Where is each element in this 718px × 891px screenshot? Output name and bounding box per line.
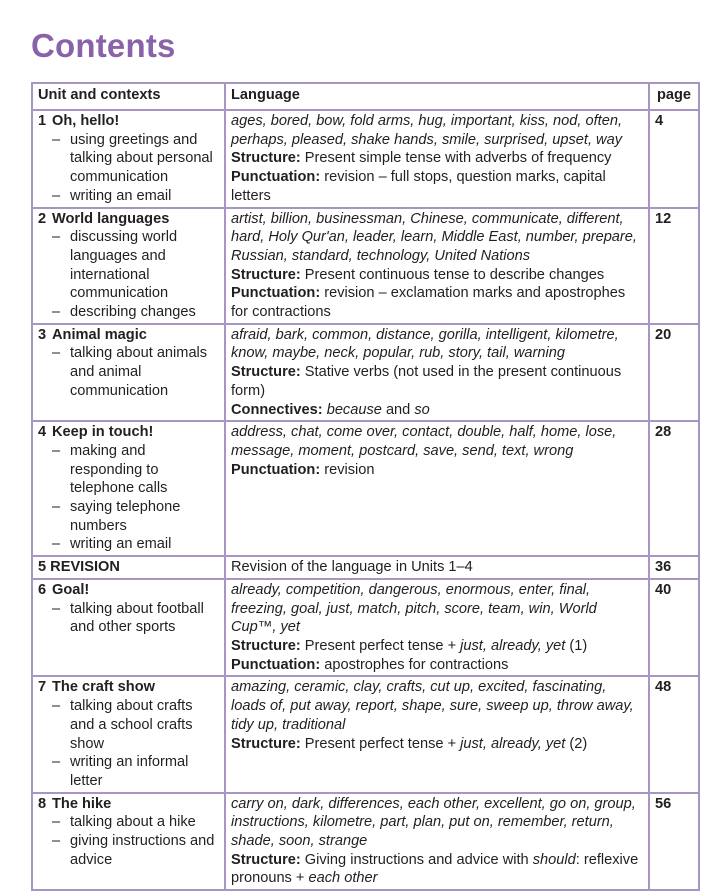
context-text: describing changes — [70, 304, 196, 321]
punctuation-label: Punctuation: — [231, 656, 321, 673]
structure-label: Structure: — [231, 735, 301, 752]
context-item: – writing an informal letter — [38, 753, 220, 790]
context-text: talking about animals and animal communication — [70, 345, 208, 399]
unit-title — [38, 581, 220, 600]
page-number: 28 — [649, 421, 699, 556]
table-row — [32, 676, 699, 792]
table-row — [32, 324, 699, 422]
unit-cell — [32, 793, 225, 891]
structure-text-end: (2) — [565, 735, 588, 752]
structure-label: Structure: — [231, 150, 301, 167]
context-text: writing an email — [70, 187, 172, 204]
unit-number: 4 — [38, 424, 47, 441]
punctuation-line — [231, 656, 644, 675]
language-cell — [225, 421, 649, 556]
context-item: – talking about football and other sports — [38, 600, 220, 637]
unit-cell — [32, 556, 225, 579]
structure-italic-2: each other — [308, 870, 378, 887]
unit-title — [38, 795, 220, 814]
punctuation-text: apostrophes for contractions — [320, 656, 509, 673]
punctuation-label: Punctuation: — [231, 169, 321, 186]
unit-title — [38, 112, 220, 131]
structure-label: Structure: — [231, 637, 301, 654]
connectives-line — [231, 401, 644, 420]
unit-number: 8 — [38, 795, 47, 812]
punctuation-line — [231, 168, 644, 205]
unit-number: 3 — [38, 326, 47, 343]
table-header-row — [32, 83, 699, 110]
unit-cell — [32, 421, 225, 556]
language-cell — [225, 110, 649, 208]
table-row — [32, 421, 699, 556]
language-cell — [225, 579, 649, 677]
context-item: – talking about animals and animal communication — [38, 344, 220, 400]
punctuation-label: Punctuation: — [231, 285, 321, 302]
context-item: – making and responding to telephone calls — [38, 442, 220, 498]
language-column-header: Language — [225, 83, 649, 110]
contents-table — [31, 82, 700, 891]
unit-name: Oh, hello! — [52, 113, 120, 129]
structure-text-mid: : reflexive pronouns + — [231, 851, 639, 887]
context-item: – giving instructions and advice — [38, 832, 220, 869]
structure-italic: just, already, yet — [460, 637, 566, 654]
context-text: using greetings and talking about personal communication — [70, 131, 213, 186]
table-row — [32, 556, 699, 579]
structure-line — [231, 363, 644, 400]
unit-name: 5 REVISION — [38, 559, 120, 576]
structure-text: Stative verbs (not used in the present continuous form) — [231, 364, 622, 399]
context-text: talking about crafts and a school crafts show — [70, 698, 193, 752]
connective-word: so — [414, 401, 430, 418]
context-text: talking about football and other sports — [70, 600, 204, 636]
structure-line — [231, 851, 644, 888]
unit-cell — [32, 208, 225, 324]
page-number: 20 — [649, 324, 699, 422]
unit-number: 7 — [38, 679, 47, 696]
page-number: 56 — [649, 793, 699, 891]
context-text: writing an email — [70, 536, 172, 553]
vocabulary-list: carry on, dark, differences, each other, excellent, go on, group, instructions, kilometre, part, plan, put on, remember, return, shade, soon, strange — [231, 795, 636, 850]
structure-line — [231, 735, 644, 754]
unit-cell — [32, 676, 225, 792]
table-row — [32, 110, 699, 208]
structure-italic: just, already, yet — [460, 735, 566, 752]
structure-text: Present perfect tense + — [300, 735, 461, 752]
structure-text: Present continuous tense to describe changes — [300, 266, 605, 283]
vocabulary-list: address, chat, come over, contact, double, half, home, lose, message, moment, postcard, save, send, text, wrong — [231, 424, 617, 459]
connective-word: because — [326, 401, 382, 418]
context-item: – discussing world languages and international communication — [38, 228, 220, 303]
vocabulary-list: already, competition, dangerous, enormous, enter, final, freezing, goal, just, match, pitch, score, team, win, World Cup™, yet — [231, 581, 597, 636]
page-number: 12 — [649, 208, 699, 324]
unit-title — [38, 678, 220, 697]
structure-line — [231, 637, 644, 656]
unit-title — [38, 210, 220, 229]
unit-title — [38, 326, 220, 345]
context-text: writing an informal letter — [70, 754, 189, 789]
unit-number: 6 — [38, 581, 47, 598]
revision-text: Revision of the language in Units 1–4 — [231, 559, 473, 576]
context-item: – talking about a hike — [52, 814, 196, 831]
unit-name: World languages — [52, 210, 170, 227]
page-number: 40 — [649, 579, 699, 677]
structure-label: Structure: — [231, 266, 301, 283]
unit-number: 2 — [38, 210, 47, 227]
vocabulary-list: amazing, ceramic, clay, crafts, cut up, excited, fascinating, loads of, put away, report, shape, sure, sweep up, throw away, tidy up, traditional — [231, 679, 634, 733]
context-item: – talking about crafts and a school crafts show — [38, 697, 220, 753]
unit-title — [38, 423, 220, 442]
punctuation-text: revision — [320, 461, 375, 478]
context-text: saying telephone numbers — [70, 499, 181, 534]
unit-name: Goal! — [52, 581, 90, 598]
context-item: – writing an email — [52, 187, 172, 204]
unit-number: 1 — [38, 113, 47, 129]
page-title: Contents — [31, 27, 176, 64]
unit-name: Animal magic — [52, 326, 147, 343]
punctuation-label: Punctuation: — [231, 461, 321, 478]
context-text: discussing world languages and international communication — [70, 229, 178, 302]
structure-line — [231, 266, 644, 285]
context-item: – writing an email — [52, 536, 172, 553]
context-text: talking about a hike — [70, 814, 196, 831]
unit-cell — [32, 324, 225, 422]
language-cell — [225, 208, 649, 324]
page-number: 36 — [649, 556, 699, 579]
page-number: 48 — [649, 676, 699, 792]
vocabulary-list: afraid, bark, common, distance, gorilla, intelligent, kilometre, know, maybe, neck, popular, rub, story, tail, warning — [231, 326, 619, 362]
page-column-header: page — [649, 83, 699, 110]
language-cell — [225, 676, 649, 792]
language-cell — [225, 793, 649, 891]
structure-text: Giving instructions and advice with — [300, 851, 533, 868]
structure-text: Present perfect tense + — [300, 637, 461, 654]
connectives-and: and — [381, 401, 415, 418]
structure-text-end: (1) — [565, 637, 588, 654]
language-cell — [225, 324, 649, 422]
context-item: – describing changes — [52, 304, 196, 321]
unit-name: The hike — [52, 795, 112, 812]
table-row — [32, 793, 699, 891]
vocabulary-list: artist, billion, businessman, Chinese, communicate, different, hard, Holy Qur'an, leader, learn, Middle East, number, prepare, Russian, standard, technology, United Nations — [231, 210, 637, 264]
structure-italic: should — [532, 851, 576, 868]
punctuation-line — [231, 461, 644, 480]
structure-label: Structure: — [231, 851, 301, 868]
punctuation-line — [231, 284, 644, 321]
vocabulary-list: ages, bored, bow, fold arms, hug, important, kiss, nod, often, perhaps, pleased, shake hands, smile, surprised, upset, way — [231, 113, 623, 148]
unit-cell — [32, 579, 225, 677]
context-text: giving instructions and advice — [70, 833, 215, 868]
structure-label: Structure: — [231, 364, 301, 381]
language-cell — [225, 556, 649, 579]
table-row — [32, 579, 699, 677]
punctuation-text: revision – full stops, question marks, capital letters — [231, 169, 606, 204]
structure-line — [231, 149, 644, 168]
table-row — [32, 208, 699, 324]
unit-column-header: Unit and contexts — [32, 83, 225, 110]
context-item: – saying telephone numbers — [38, 498, 220, 535]
unit-name: Keep in touch! — [52, 424, 154, 441]
unit-name: The craft show — [52, 679, 155, 696]
page-number: 4 — [649, 110, 699, 208]
punctuation-text: revision – exclamation marks and apostrophes for contractions — [231, 285, 626, 321]
structure-text: Present simple tense with adverbs of frequency — [300, 150, 612, 167]
context-item: – using greetings and talking about personal communication — [38, 131, 220, 187]
connectives-label: Connectives: — [231, 401, 323, 418]
unit-cell — [32, 110, 225, 208]
context-text: making and responding to telephone calls — [70, 442, 168, 497]
